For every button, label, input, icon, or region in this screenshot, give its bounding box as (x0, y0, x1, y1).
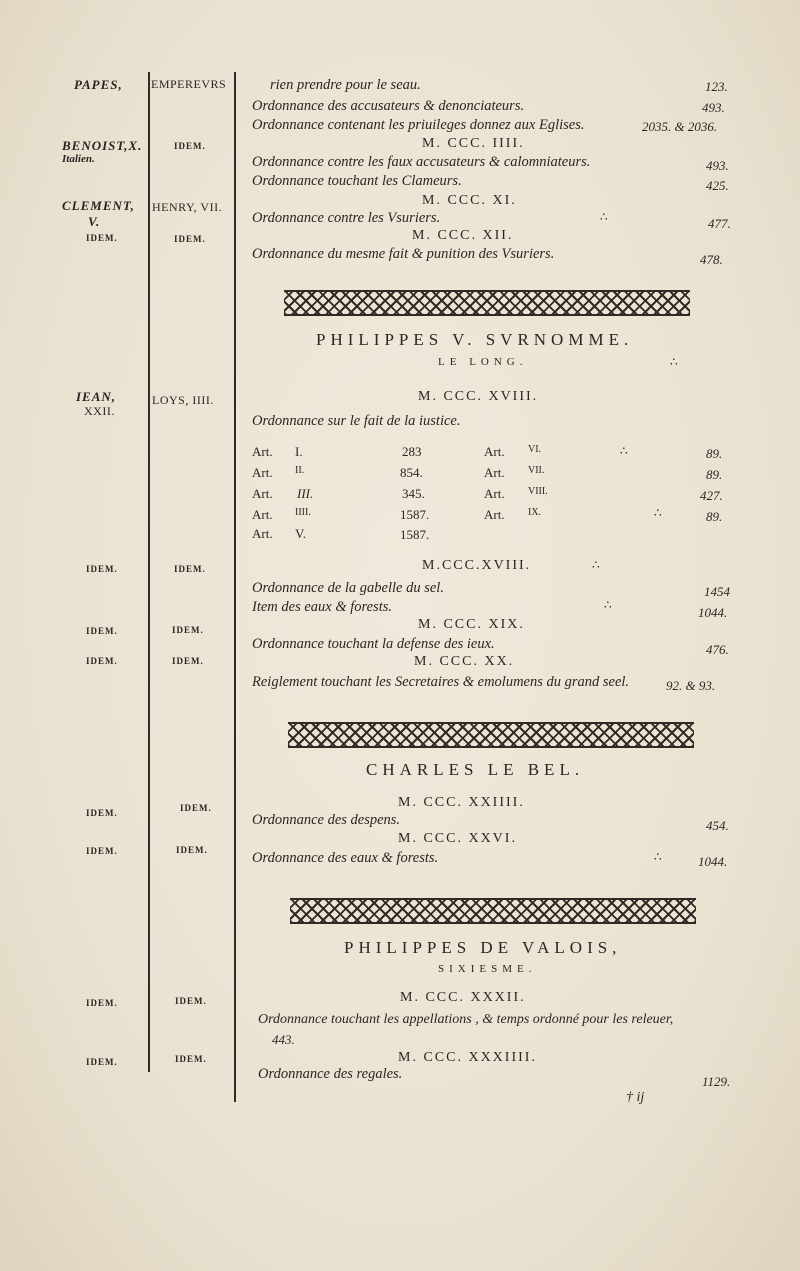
article-number: VI. (528, 444, 542, 455)
ornamental-band (288, 722, 694, 748)
idem-label: IDEM. (86, 656, 118, 666)
page-ref: 478. (700, 252, 723, 267)
article-page: 1587. (400, 527, 430, 542)
ornamental-band (290, 898, 696, 924)
article-label: Art. (484, 507, 505, 522)
article-number: VIII. (528, 486, 548, 497)
dot-mark: ∴ (654, 506, 662, 520)
year-heading: M. CCC. XXIIII. (398, 795, 525, 810)
ordonnance-line: Item des eaux & forests. (252, 599, 393, 615)
article-page: 1587. (400, 507, 430, 522)
article-label: Art. (252, 465, 273, 480)
article-number: III. (297, 486, 314, 501)
year-heading: M. CCC. XI. (422, 193, 517, 208)
article-page: 283 (402, 444, 422, 459)
ordonnance-line: Ordonnance touchant la defense des ieux. (252, 636, 495, 652)
article-number: V. (295, 526, 306, 541)
idem-label: IDEM. (86, 564, 118, 574)
section-title: PHILIPPES V. SVRNOMME. (316, 330, 634, 349)
dot-mark: ∴ (600, 210, 608, 224)
section-title: PHILIPPES DE VALOIS, (344, 938, 622, 957)
page-ref: 1129. (702, 1074, 731, 1089)
article-label: Art. (484, 486, 505, 501)
pope-name: IEAN, (76, 389, 117, 404)
idem-label: IDEM. (172, 625, 204, 635)
dot-mark: ∴ (592, 558, 600, 572)
article-page: 89. (706, 509, 723, 524)
year-heading: M. CCC. XXXII. (400, 990, 526, 1005)
article-label: Art. (252, 444, 273, 459)
ordonnance-line: Ordonnance contenant les priuileges donnez aux Eglises. (252, 117, 585, 133)
idem-label: IDEM. (172, 656, 204, 666)
page-ref: 477. (708, 216, 731, 231)
year-heading: M. CCC. XXVI. (398, 831, 517, 846)
pope-note: V. (88, 214, 101, 229)
article-page: 89. (706, 446, 723, 461)
article-number: II. (295, 465, 305, 476)
column-rule-right (234, 72, 236, 1102)
page-ref: 92. & 93. (666, 678, 716, 693)
article-page: 89. (706, 467, 723, 482)
pope-note: Italien. (62, 153, 95, 165)
year-heading: M. CCC. XVIII. (418, 389, 539, 404)
ordonnance-line: Ordonnance touchant les appellations , & temps ordonné pour les releuer, (258, 1012, 674, 1027)
idem-label: IDEM. (86, 998, 118, 1008)
page-ref: 1044. (698, 605, 728, 620)
pope-note: XXII. (84, 404, 115, 418)
dot-mark: ∴ (620, 444, 628, 458)
section-subtitle: SIXIESME. (438, 963, 537, 975)
idem-label: IDEM. (86, 626, 118, 636)
ordonnance-line: Ordonnance contre les faux accusateurs & calomniateurs. (252, 154, 591, 170)
year-heading: M.CCC.XVIII. (422, 558, 532, 573)
year-heading: M. CCC. XIX. (418, 617, 525, 632)
article-label: Art. (252, 526, 273, 541)
page-ref: 425. (706, 178, 729, 193)
page-ref: 476. (706, 642, 729, 657)
section-title: CHARLES LE BEL. (366, 760, 585, 779)
article-number: IIII. (295, 507, 311, 518)
article-number: VII. (528, 465, 545, 476)
pope-name: BENOIST,X. (62, 138, 143, 153)
emperors-header: EMPEREVRS (151, 77, 227, 91)
ordonnance-line: Ordonnance des regales. (258, 1066, 403, 1082)
dot-mark: ∴ (654, 850, 662, 864)
page-ref: 454. (706, 818, 729, 833)
emperor-name: LOYS, IIII. (152, 393, 214, 407)
year-heading: M. CCC. XII. (412, 228, 514, 243)
idem-label: IDEM. (176, 845, 208, 855)
column-rule-left (148, 72, 150, 1072)
article-page: 427. (700, 488, 723, 503)
dot-mark: ∴ (604, 598, 612, 612)
ordonnance-line: Ordonnance touchant les Clameurs. (252, 173, 462, 189)
year-heading: M. CCC. IIII. (422, 136, 525, 151)
article-label: Art. (252, 486, 273, 501)
ordonnance-line: rien prendre pour le seau. (270, 77, 421, 93)
page-ref: 123. (705, 79, 728, 94)
ordonnance-line: Ordonnance du mesme fait & punition des Vsuriers. (252, 246, 555, 262)
ornamental-band (284, 290, 690, 316)
dot-mark: ∴ (670, 355, 678, 369)
article-number: IX. (528, 507, 542, 518)
idem-label: IDEM. (175, 996, 207, 1006)
year-heading: M. CCC. XX. (414, 654, 515, 669)
idem-label: IDEM. (86, 233, 118, 243)
idem-label: IDEM. (86, 1057, 118, 1067)
page-ref: 2035. & 2036. (642, 119, 718, 134)
page-ref: 493. (706, 158, 729, 173)
year-heading: M. CCC. XXXIIII. (398, 1050, 537, 1065)
ordonnance-line: Ordonnance contre les Vsuriers. (252, 210, 441, 226)
page-ref: 443. (272, 1032, 295, 1047)
pope-name: CLEMENT, (62, 198, 135, 213)
emperor-name: HENRY, VII. (152, 200, 223, 214)
idem-label: IDEM. (86, 846, 118, 856)
ordonnance-line: Ordonnance de la gabelle du sel. (252, 580, 444, 596)
ordonnance-line: Ordonnance sur le fait de la iustice. (252, 413, 461, 429)
article-page: 854. (400, 465, 423, 480)
papes-header: PAPES, (74, 77, 123, 92)
article-label: Art. (484, 444, 505, 459)
idem-label: IDEM. (86, 808, 118, 818)
ordonnance-line: Ordonnance des eaux & forests. (252, 850, 439, 866)
article-label: Art. (252, 507, 273, 522)
ordonnance-line: Ordonnance des accusateurs & denonciateurs. (252, 98, 525, 114)
article-page: 345. (402, 486, 425, 501)
signature-mark: † ij (626, 1090, 645, 1105)
page-ref: 1044. (698, 854, 728, 869)
idem-label: IDEM. (175, 1054, 207, 1064)
idem-label: IDEM. (174, 234, 206, 244)
page-ref: 1454 (704, 584, 730, 599)
page-ref: 493. (702, 100, 725, 115)
ordonnance-line: Ordonnance des despens. (252, 812, 401, 828)
idem-label: IDEM. (174, 564, 206, 574)
idem-label: IDEM. (174, 141, 206, 151)
idem-label: IDEM. (180, 803, 212, 813)
section-subtitle: LE LONG. (438, 356, 528, 368)
ordonnance-line: Reiglement touchant les Secretaires & emolumens du grand seel. (252, 674, 630, 690)
article-number: I. (295, 444, 303, 459)
article-label: Art. (484, 465, 505, 480)
